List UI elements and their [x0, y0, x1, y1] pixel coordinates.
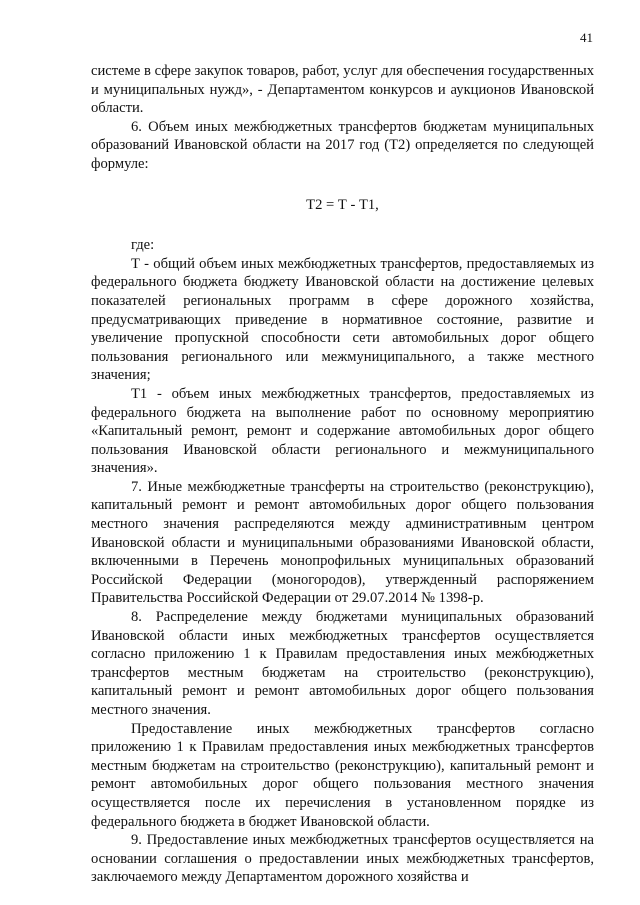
where-label: где:: [131, 237, 155, 254]
paragraph-7: 7. Иные межбюджетные трансферты на строительство (реконструкцию), капитальный ремонт и ремонт автомобильных дорог общего пользования местного значения распределяются между административным центром Ивановской области и муниципальными образованиями Ивановской области, включенными в Перечень монопрофильных муниципальных образований Российской Федерации (моногородов), утвержденный распоряжением Правительства Российской Федерации от 29.07.2014 № 1398-р.: [91, 478, 594, 607]
page-number: 41: [580, 30, 593, 45]
definition-t1: Т1 - объем иных межбюджетных трансфертов, предоставляемых из федерального бюджета на выполнение работ по основному мероприятию «Капитальный ремонт, ремонт и содержание автомобильных дорог общего пользования Ивановской области регионального и межмуниципального значения».: [91, 385, 594, 477]
definition-t: Т - общий объем иных межбюджетных трансфертов, предоставляемых из федерального бюджета бюджету Ивановской области на достижение целевых показателей региональных программ в сфере дорожного хозяйства, предусматривающих приведение в нормативное состояние, развитие и увеличение пропускной способности сети автомобильных дорог общего пользования регионального или межмуниципального, а также местного значения;: [91, 255, 594, 384]
paragraph-9: 9. Предоставление иных межбюджетных трансфертов осуществляется на основании соглашения о предоставлении иных межбюджетных трансфертов, заключаемого между Департаментом дорожного хозяйства и: [91, 832, 594, 886]
document-body: [91, 62, 594, 887]
paragraph-8: 8. Распределение между бюджетами муниципальных образований Ивановской области иных межбюджетных трансфертов осуществляется согласно приложению 1 к Правилам предоставления иных межбюджетных трансфертов местным бюджетам на строительство (реконструкцию), капитальный ремонт и ремонт автомобильных дорог общего пользования местного значения.: [91, 609, 594, 718]
paragraph-8-continued: Предоставление иных межбюджетных трансфертов согласно приложению 1 к Правилам предоставления иных межбюджетных трансфертов местным бюджетам на строительство (реконструкцию), капитальный ремонт и ремонт автомобильных дорог общего пользования местного значения осуществляется после их перечисления в установленном порядке из федерального бюджета в бюджет Ивановской области.: [91, 720, 594, 830]
paragraph-intro: системе в сфере закупок товаров, работ, услуг для обеспечения государственных и муниципальных нужд», - Департаментом конкурсов и аукционов Ивановской области.: [91, 63, 594, 117]
formula: Т2 = Т - Т1,: [306, 196, 379, 213]
paragraph-6: 6. Объем иных межбюджетных трансфертов бюджетам муниципальных образований Ивановской области на 2017 год (Т2) определяется по следующей формуле:: [91, 118, 594, 172]
